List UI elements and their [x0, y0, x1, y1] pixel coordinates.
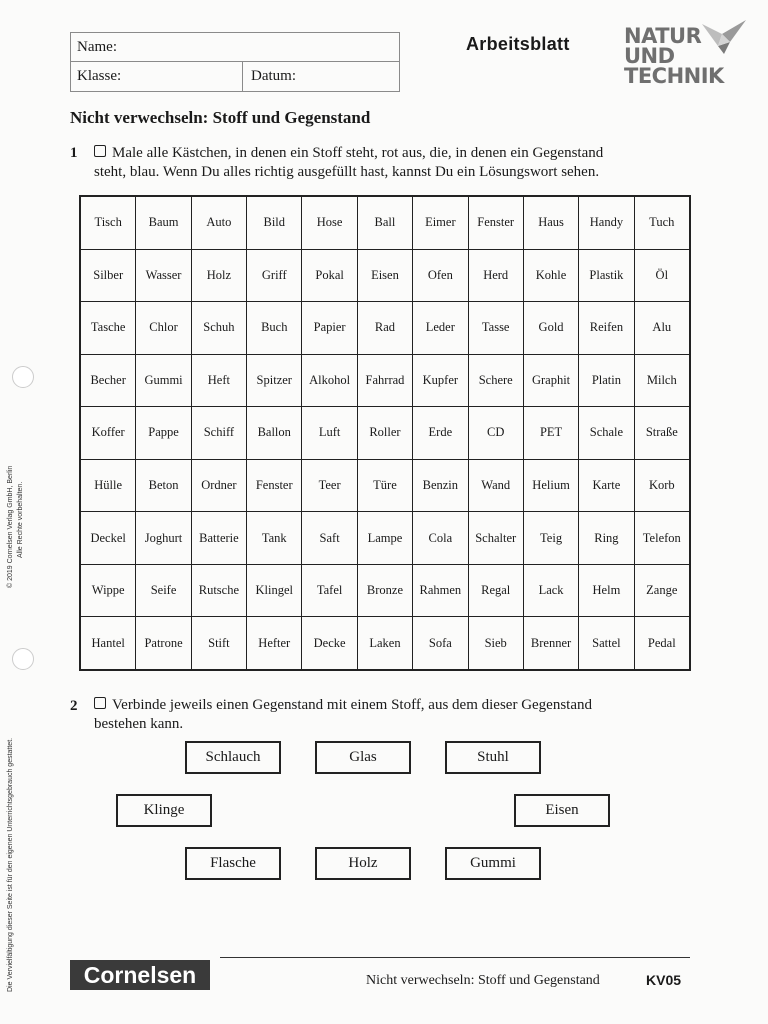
grid-cell[interactable]: Lack: [523, 564, 578, 617]
grid-cell[interactable]: Ofen: [413, 249, 468, 302]
grid-cell[interactable]: Kohle: [523, 249, 578, 302]
grid-cell[interactable]: Silber: [81, 249, 136, 302]
grid-cell[interactable]: Schuh: [191, 302, 246, 355]
punch-hole: [12, 648, 34, 670]
grid-cell[interactable]: Rutsche: [191, 564, 246, 617]
grid-cell[interactable]: Korb: [634, 459, 689, 512]
grid-row: [81, 249, 690, 302]
grid-row: [81, 197, 690, 250]
grid-cell[interactable]: Schalter: [468, 512, 523, 565]
grid-cell[interactable]: Teer: [302, 459, 357, 512]
grid-cell[interactable]: Straße: [634, 407, 689, 460]
grid-cell[interactable]: Eimer: [413, 197, 468, 250]
grid-cell[interactable]: Eisen: [357, 249, 412, 302]
grid-cell[interactable]: Türe: [357, 459, 412, 512]
grid-cell[interactable]: Schere: [468, 354, 523, 407]
class-label: Klasse:: [77, 68, 122, 84]
task-1-text-line-2: steht, blau. Wenn Du alles richtig ausgefüllt hast, kannst Du ein Lösungswort sehen.: [94, 164, 600, 180]
grid-cell[interactable]: Ring: [579, 512, 634, 565]
word-box-klinge[interactable]: Klinge: [116, 794, 212, 827]
grid-cell[interactable]: Becher: [81, 354, 136, 407]
logo-line-1: NATUR: [624, 24, 702, 48]
footer-code: KV05: [646, 972, 682, 988]
logo-line-3: TECHNIK: [624, 64, 724, 88]
grid-cell[interactable]: Regal: [468, 564, 523, 617]
sheet-type-label: Arbeitsblatt: [466, 34, 570, 54]
grid-cell[interactable]: Buch: [247, 302, 302, 355]
grid-cell[interactable]: Hose: [302, 197, 357, 250]
grid-cell[interactable]: Erde: [413, 407, 468, 460]
grid-cell[interactable]: Batterie: [191, 512, 246, 565]
grid-cell[interactable]: Handy: [579, 197, 634, 250]
grid-row: [81, 512, 690, 565]
grid-cell[interactable]: Helium: [523, 459, 578, 512]
grid-cell[interactable]: Tuch: [634, 197, 689, 250]
grid-cell[interactable]: Griff: [247, 249, 302, 302]
task-1-instructions: [94, 144, 603, 182]
grid-cell[interactable]: Heft: [191, 354, 246, 407]
grid-cell[interactable]: Ballon: [247, 407, 302, 460]
grid-cell[interactable]: Leder: [413, 302, 468, 355]
date-label: Datum:: [251, 68, 296, 84]
grid-cell[interactable]: Tafel: [302, 564, 357, 617]
punch-hole: [12, 366, 34, 388]
task-2-text-line-1: Verbinde jeweils einen Gegenstand mit einem Stoff, aus dem dieser Gegenstand: [112, 697, 593, 713]
grid-cell[interactable]: Alu: [634, 302, 689, 355]
word-box-gummi[interactable]: Gummi: [445, 847, 541, 880]
grid-cell[interactable]: Schale: [579, 407, 634, 460]
task-1-text-line-1: Male alle Kästchen, in denen ein Stoff steht, rot aus, die, in denen ein Gegenstand: [112, 145, 604, 161]
grid-cell[interactable]: Auto: [191, 197, 246, 250]
grid-cell[interactable]: Beton: [136, 459, 191, 512]
grid-cell[interactable]: Wippe: [81, 564, 136, 617]
grid-row: [81, 354, 690, 407]
grid-cell[interactable]: Saft: [302, 512, 357, 565]
task-1-number: 1: [70, 145, 78, 161]
grid-cell[interactable]: Gummi: [136, 354, 191, 407]
grid-cell[interactable]: PET: [523, 407, 578, 460]
grid-cell[interactable]: Pedal: [634, 617, 689, 670]
grid-cell[interactable]: Brenner: [523, 617, 578, 670]
grid-cell[interactable]: Kupfer: [413, 354, 468, 407]
grid-cell[interactable]: Fahrrad: [357, 354, 412, 407]
task-2-text-line-2: bestehen kann.: [94, 716, 184, 732]
grid-cell[interactable]: Graphit: [523, 354, 578, 407]
grid-cell[interactable]: Pappe: [136, 407, 191, 460]
word-grid: [79, 195, 691, 671]
grid-cell[interactable]: Chlor: [136, 302, 191, 355]
grid-cell[interactable]: Haus: [523, 197, 578, 250]
grid-cell[interactable]: Rad: [357, 302, 412, 355]
grid-cell[interactable]: Wand: [468, 459, 523, 512]
grid-cell[interactable]: Teig: [523, 512, 578, 565]
grid-cell[interactable]: Roller: [357, 407, 412, 460]
grid-cell[interactable]: Sofa: [413, 617, 468, 670]
grid-cell[interactable]: Bronze: [357, 564, 412, 617]
grid-cell[interactable]: Papier: [302, 302, 357, 355]
grid-cell[interactable]: Ball: [357, 197, 412, 250]
cornelsen-logo: Cornelsen: [70, 960, 210, 990]
word-box-flasche[interactable]: Flasche: [185, 847, 281, 880]
grid-cell[interactable]: Herd: [468, 249, 523, 302]
grid-cell[interactable]: Seife: [136, 564, 191, 617]
grid-cell[interactable]: Hülle: [81, 459, 136, 512]
grid-cell[interactable]: Decke: [302, 617, 357, 670]
grid-cell[interactable]: Holz: [191, 249, 246, 302]
grid-cell[interactable]: Plastik: [579, 249, 634, 302]
word-box-holz[interactable]: Holz: [315, 847, 411, 880]
grid-row: [81, 564, 690, 617]
grid-cell[interactable]: Karte: [579, 459, 634, 512]
grid-cell[interactable]: Milch: [634, 354, 689, 407]
name-label: Name:: [77, 39, 117, 55]
logo-line-2: UND: [624, 44, 675, 68]
grid-row: [81, 617, 690, 670]
grid-cell[interactable]: Deckel: [81, 512, 136, 565]
task-2-checkbox[interactable]: [94, 697, 106, 709]
grid-cell[interactable]: Baum: [136, 197, 191, 250]
footer-title: Nicht verwechseln: Stoff und Gegenstand: [366, 973, 600, 988]
grid-cell[interactable]: Joghurt: [136, 512, 191, 565]
grid-cell[interactable]: Wasser: [136, 249, 191, 302]
name-class-date-box: [70, 32, 400, 92]
grid-cell[interactable]: Tasche: [81, 302, 136, 355]
grid-row: [81, 407, 690, 460]
grid-cell[interactable]: Cola: [413, 512, 468, 565]
task-1-checkbox[interactable]: [94, 145, 106, 157]
grid-cell[interactable]: Platin: [579, 354, 634, 407]
grid-cell[interactable]: Hefter: [247, 617, 302, 670]
grid-cell[interactable]: Spitzer: [247, 354, 302, 407]
grid-cell[interactable]: Lampe: [357, 512, 412, 565]
copyright-line-2: Alle Rechte vorbehalten.: [17, 481, 24, 558]
grid-cell[interactable]: Helm: [579, 564, 634, 617]
page-title: Nicht verwechseln: Stoff und Gegenstand: [70, 108, 371, 127]
grid-cell[interactable]: Gold: [523, 302, 578, 355]
grid-cell[interactable]: Stift: [191, 617, 246, 670]
grid-cell[interactable]: Telefon: [634, 512, 689, 565]
grid-cell[interactable]: Hantel: [81, 617, 136, 670]
grid-cell[interactable]: Benzin: [413, 459, 468, 512]
grid-cell[interactable]: Fenster: [247, 459, 302, 512]
grid-cell[interactable]: Fenster: [468, 197, 523, 250]
word-box-stuhl[interactable]: Stuhl: [445, 741, 541, 774]
word-grid-table: [80, 196, 690, 670]
grid-cell[interactable]: Sieb: [468, 617, 523, 670]
usage-note: Die Vervielfältigung dieser Seite ist für den eigenen Unterrichtsgebrauch gestattet.: [7, 737, 14, 992]
grid-cell[interactable]: Schiff: [191, 407, 246, 460]
grid-cell[interactable]: Ordner: [191, 459, 246, 512]
grid-cell[interactable]: Sattel: [579, 617, 634, 670]
grid-cell[interactable]: Bild: [247, 197, 302, 250]
grid-cell[interactable]: Tisch: [81, 197, 136, 250]
grid-cell[interactable]: Zange: [634, 564, 689, 617]
grid-cell[interactable]: Tasse: [468, 302, 523, 355]
grid-cell[interactable]: Laken: [357, 617, 412, 670]
grid-cell[interactable]: CD: [468, 407, 523, 460]
word-box-eisen[interactable]: Eisen: [514, 794, 610, 827]
word-box-schlauch[interactable]: Schlauch: [185, 741, 281, 774]
grid-cell[interactable]: Luft: [302, 407, 357, 460]
grid-row: [81, 459, 690, 512]
grid-cell[interactable]: Öl: [634, 249, 689, 302]
copyright-line-1: © 2019 Cornelsen Verlag GmbH, Berlin: [7, 465, 14, 588]
name-field[interactable]: [71, 33, 399, 62]
grid-cell[interactable]: Klingel: [247, 564, 302, 617]
footer-rule: [220, 957, 690, 958]
grid-cell[interactable]: Patrone: [136, 617, 191, 670]
grid-cell[interactable]: Reifen: [579, 302, 634, 355]
origami-crane-icon: [700, 16, 750, 56]
grid-cell[interactable]: Pokal: [302, 249, 357, 302]
grid-cell[interactable]: Rahmen: [413, 564, 468, 617]
word-box-glas[interactable]: Glas: [315, 741, 411, 774]
grid-cell[interactable]: Tank: [247, 512, 302, 565]
task-2-number: 2: [70, 698, 78, 714]
grid-cell[interactable]: Koffer: [81, 407, 136, 460]
grid-cell[interactable]: Alkohol: [302, 354, 357, 407]
task-2-instructions: [94, 696, 592, 734]
divider: [242, 62, 243, 91]
grid-row: [81, 302, 690, 355]
